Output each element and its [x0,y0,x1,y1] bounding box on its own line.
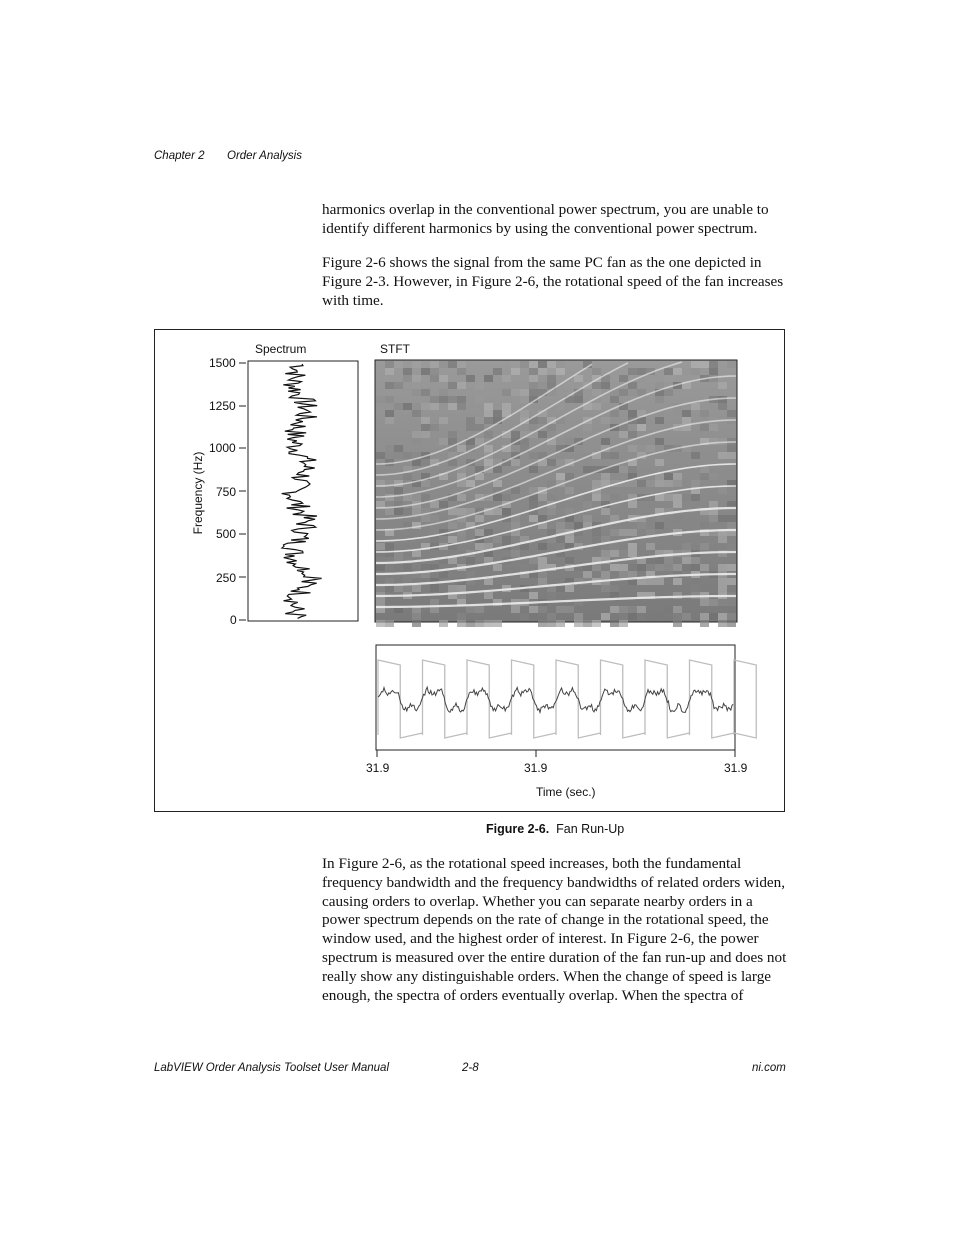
stft-title: STFT [380,342,410,356]
figure-caption-text: Fan Run-Up [556,822,625,836]
body-paragraph-1: harmonics overlap in the conventional power spectrum, you are unable to identify different harmonics by using the conventional power spectrum. [322,201,769,237]
body-paragraph-3: In Figure 2-6, as the rotational speed increases, both the fundamental frequency bandwidth and the frequency bandwidths of related orders widen, causing orders to overlap. Whether you can separate nearby orders in a power spectrum depends on the rate of change in the rotational speed, the window used, and the highest order of interest. In Figure 2-6, the power spectrum is measured over the entire duration of the fan run-up and does not really show any distinguishable orders. When the change of speed is large enough, the spectra of orders eventually overlap. When the spectra of [322,855,787,1004]
x-tick-left: 31.9 [366,761,390,775]
x-tick-middle: 31.9 [524,761,548,775]
x-tick-right: 31.9 [724,761,748,775]
y-tick-1250: 1250 [209,399,236,413]
y-tick-500: 500 [216,527,237,541]
y-tick-1000: 1000 [209,441,236,455]
header-chapter: Chapter 2 [154,150,205,162]
y-tick-750: 750 [216,485,237,499]
y-axis-label: Frequency (Hz) [191,451,205,535]
y-tick-1500: 1500 [209,356,236,370]
spectrum-title: Spectrum [255,342,307,356]
y-tick-250: 250 [216,571,237,585]
x-axis-label: Time (sec.) [536,785,596,799]
y-tick-0: 0 [230,613,237,627]
footer-manual-title: LabVIEW Order Analysis Toolset User Manual [154,1062,389,1074]
header-section: Order Analysis [227,150,302,162]
body-paragraph-2: Figure 2-6 shows the signal from the same PC fan as the one depicted in Figure 2-3. However, in Figure 2-6, the rotational speed of the fan increases with time. [322,254,784,309]
figure-caption-number: Figure 2-6. [486,822,550,836]
footer-page-number: 2-8 [462,1062,479,1074]
footer-site: ni.com [752,1062,786,1074]
figure-caption [486,822,624,836]
